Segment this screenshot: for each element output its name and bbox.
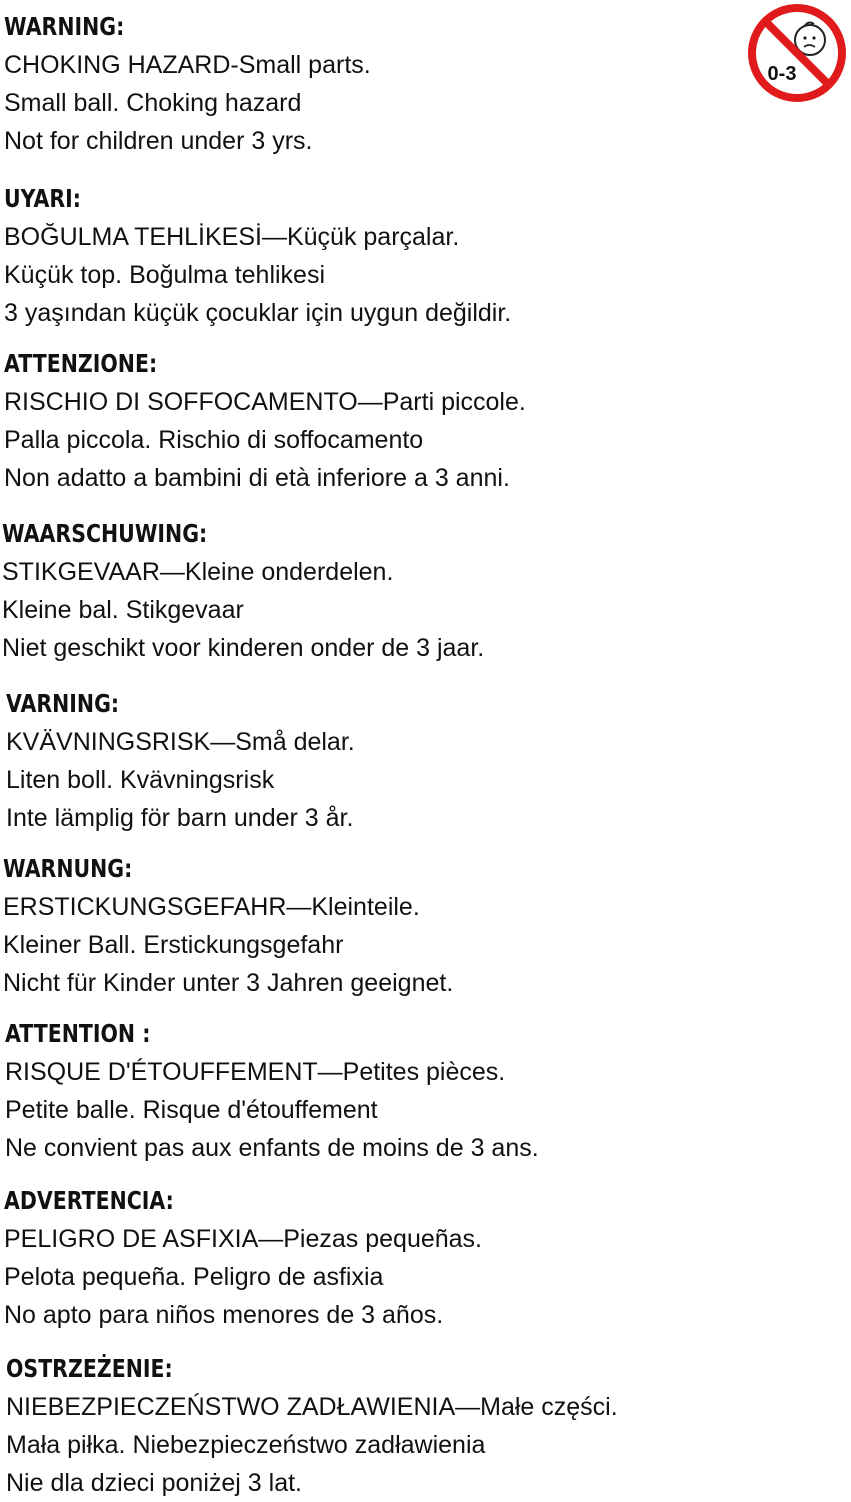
warning-section-en [4,8,764,160]
section-line: Niet geschikt voor kinderen onder de 3 jaar. [2,634,485,662]
section-heading: WARNUNG: [3,854,133,883]
section-heading: OSTRZEŻENIE: [6,1354,173,1383]
section-line: Ne convient pas aux enfants de moins de 3 ans. [5,1134,539,1162]
warning-section-sv [6,685,766,837]
section-line: No apto para niños menores de 3 años. [4,1301,444,1329]
section-line: Small ball. Choking hazard [4,89,302,117]
section-line: Not for children under 3 yrs. [4,127,313,155]
warning-section-es [4,1182,764,1334]
section-line: STIKGEVAAR—Kleine onderdelen. [2,558,394,586]
section-line: NIEBEZPIECZEŃSTWO ZADŁAWIENIA—Małe części. [6,1393,618,1421]
section-heading: UYARI: [4,184,82,213]
section-line: Küçük top. Boğulma tehlikesi [4,261,326,289]
section-line: Inte lämplig för barn under 3 år. [6,804,354,832]
section-heading: ATTENZIONE: [4,349,158,378]
section-line: Kleiner Ball. Erstickungsgefahr [3,931,344,959]
section-heading: WAARSCHUWING: [2,519,208,548]
warning-section-pl [6,1350,766,1502]
section-line: Kleine bal. Stikgevaar [2,596,244,624]
section-line: RISQUE D'ÉTOUFFEMENT—Petites pièces. [5,1058,506,1086]
section-heading: ATTENTION : [5,1019,151,1048]
section-line: ERSTICKUNGSGEFAHR—Kleinteile. [3,893,420,921]
section-line: Pelota pequeña. Peligro de asfixia [4,1263,384,1291]
section-line: Nicht für Kinder unter 3 Jahren geeignet. [3,969,454,997]
section-heading: ADVERTENCIA: [4,1186,174,1215]
section-line: KVÄVNINGSRISK—Små delar. [6,728,355,756]
section-line: RISCHIO DI SOFFOCAMENTO—Parti piccole. [4,388,526,416]
section-line: Palla piccola. Rischio di soffocamento [4,426,424,454]
section-line: Non adatto a bambini di età inferiore a 3 anni. [4,464,510,492]
section-line: Liten boll. Kvävningsrisk [6,766,275,794]
section-line: CHOKING HAZARD-Small parts. [4,51,371,79]
age-range-label: 0-3 [767,63,797,85]
section-line: Petite balle. Risque d'étouffement [5,1096,378,1124]
section-line: PELIGRO DE ASFIXIA—Piezas pequeñas. [4,1225,483,1253]
section-heading: WARNING: [4,12,125,41]
warning-section-de [3,850,763,1002]
warning-section-it [4,345,764,497]
warning-section-tr [4,180,764,332]
section-line: 3 yaşından küçük çocuklar için uygun değildir. [4,299,512,327]
section-line: BOĞULMA TEHLİKESİ—Küçük parçalar. [4,223,460,251]
section-line: Mała piłka. Niebezpieczeństwo zadławienia [6,1431,486,1459]
warning-section-nl [2,515,762,667]
warning-section-fr [5,1015,765,1167]
section-heading: VARNING: [6,689,120,718]
section-line: Nie dla dzieci poniżej 3 lat. [6,1469,302,1497]
